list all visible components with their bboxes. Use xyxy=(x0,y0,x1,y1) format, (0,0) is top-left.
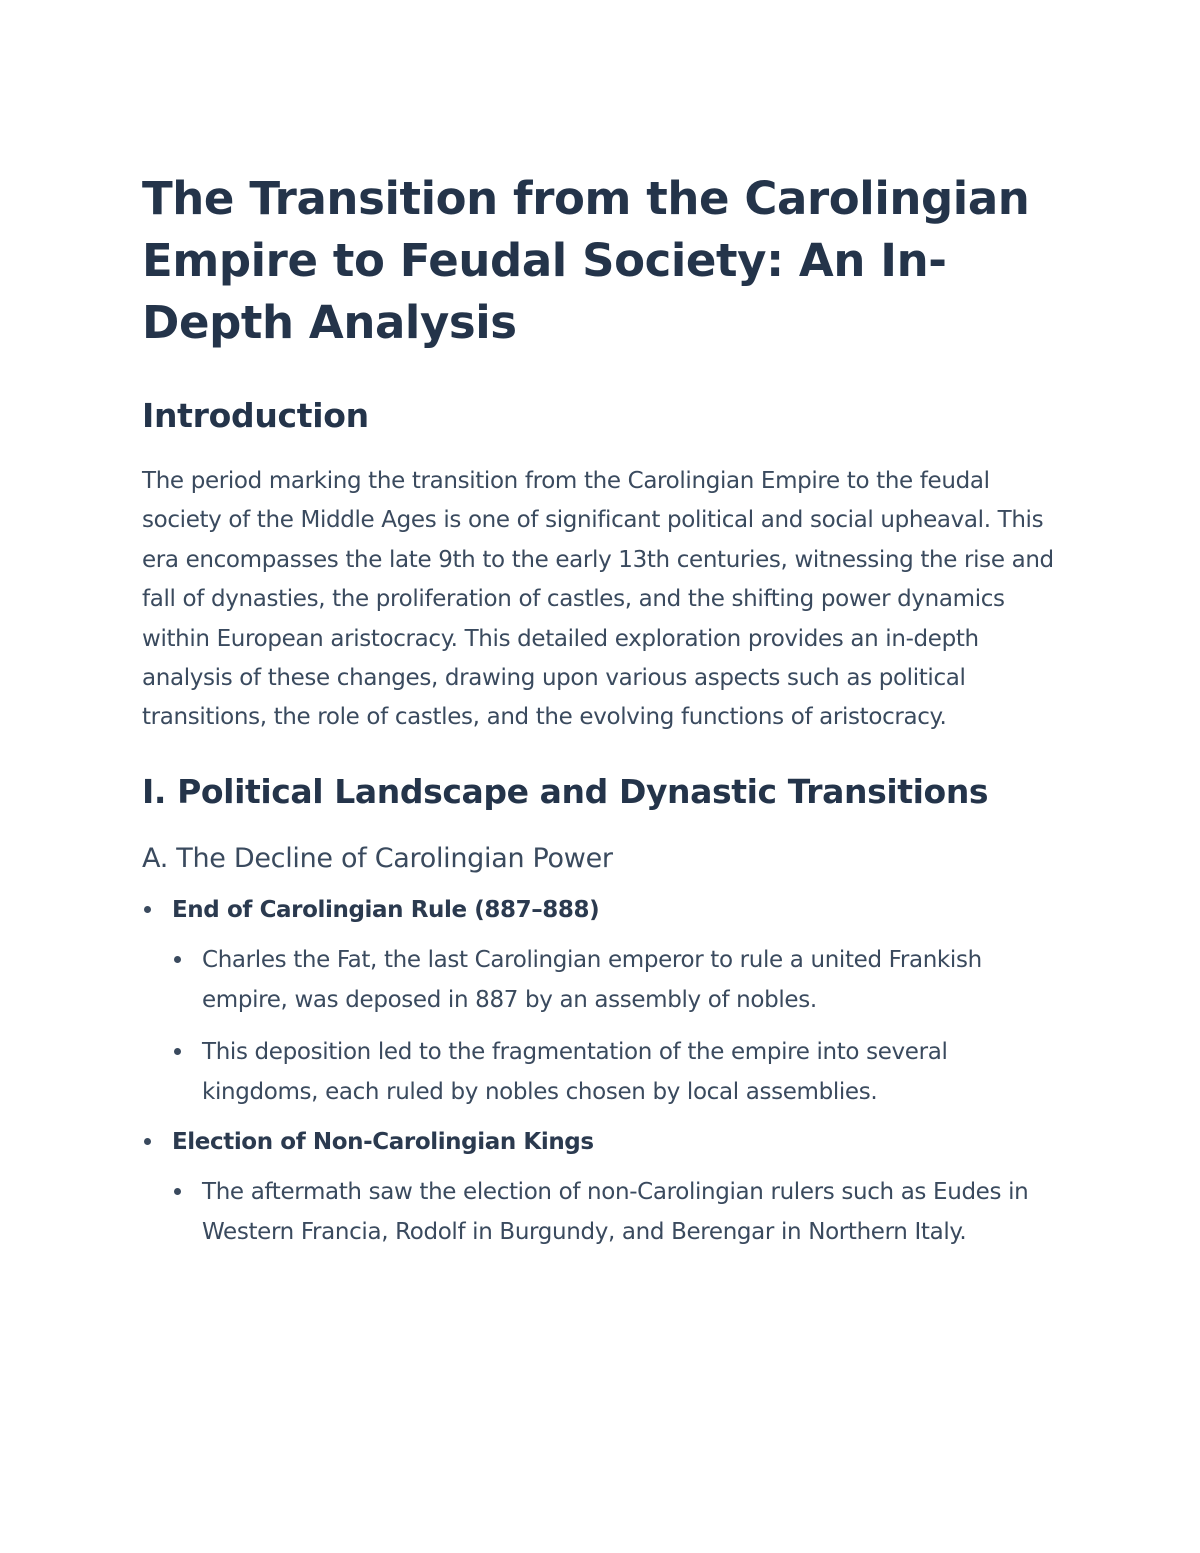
sub-list xyxy=(172,940,1062,1112)
sub-list-item xyxy=(172,940,1062,1020)
introduction-paragraph: The period marking the transition from the Carolingian Empire to the feudal society of the Middle Ages is one of significant political and social upheaval. This era encompasses the late 9th to the early 13th centuries, witnessing the rise and fall of dynasties, the proliferation of castles, and the shifting power dynamics within European aristocracy. This detailed exploration provides an in-depth analysis of these changes, drawing upon various aspects such as political transitions, the role of castles, and the evolving functions of aristocracy. xyxy=(142,468,1054,731)
topic-list xyxy=(142,892,1062,1252)
sub-list-item xyxy=(172,1172,1062,1252)
document-title: The Transition from the Carolingian Empire to Feudal Society: An In-Depth Analysis xyxy=(142,172,1030,349)
subsection-heading: A. The Decline of Carolingian Power xyxy=(142,842,613,874)
bullet-icon xyxy=(174,956,181,963)
list-item-label: End of Carolingian Rule (887–888) xyxy=(172,896,600,923)
sub-list xyxy=(172,1172,1062,1252)
list-item xyxy=(142,892,1062,1112)
document-page xyxy=(142,168,1062,1264)
section-heading: I. Political Landscape and Dynastic Transitions xyxy=(142,771,989,811)
bullet-icon xyxy=(144,1138,151,1145)
bullet-icon xyxy=(174,1048,181,1055)
introduction-heading: Introduction xyxy=(142,396,369,435)
list-item xyxy=(142,1124,1062,1252)
sub-list-item xyxy=(172,1032,1062,1112)
bullet-icon xyxy=(174,1188,181,1195)
sub-list-item-text: This deposition led to the fragmentation of the empire into several kingdoms, each ruled by nobles chosen by local assemblies. xyxy=(202,1038,948,1105)
sub-list-item-text: Charles the Fat, the last Carolingian emperor to rule a united Frankish empire, was deposed in 887 by an assembly of nobles. xyxy=(202,946,982,1013)
bullet-icon xyxy=(144,906,151,913)
list-item-label: Election of Non-Carolingian Kings xyxy=(172,1128,594,1155)
sub-list-item-text: The aftermath saw the election of non-Carolingian rulers such as Eudes in Western Francia, Rodolf in Burgundy, and Berengar in Northern Italy. xyxy=(202,1178,1029,1245)
